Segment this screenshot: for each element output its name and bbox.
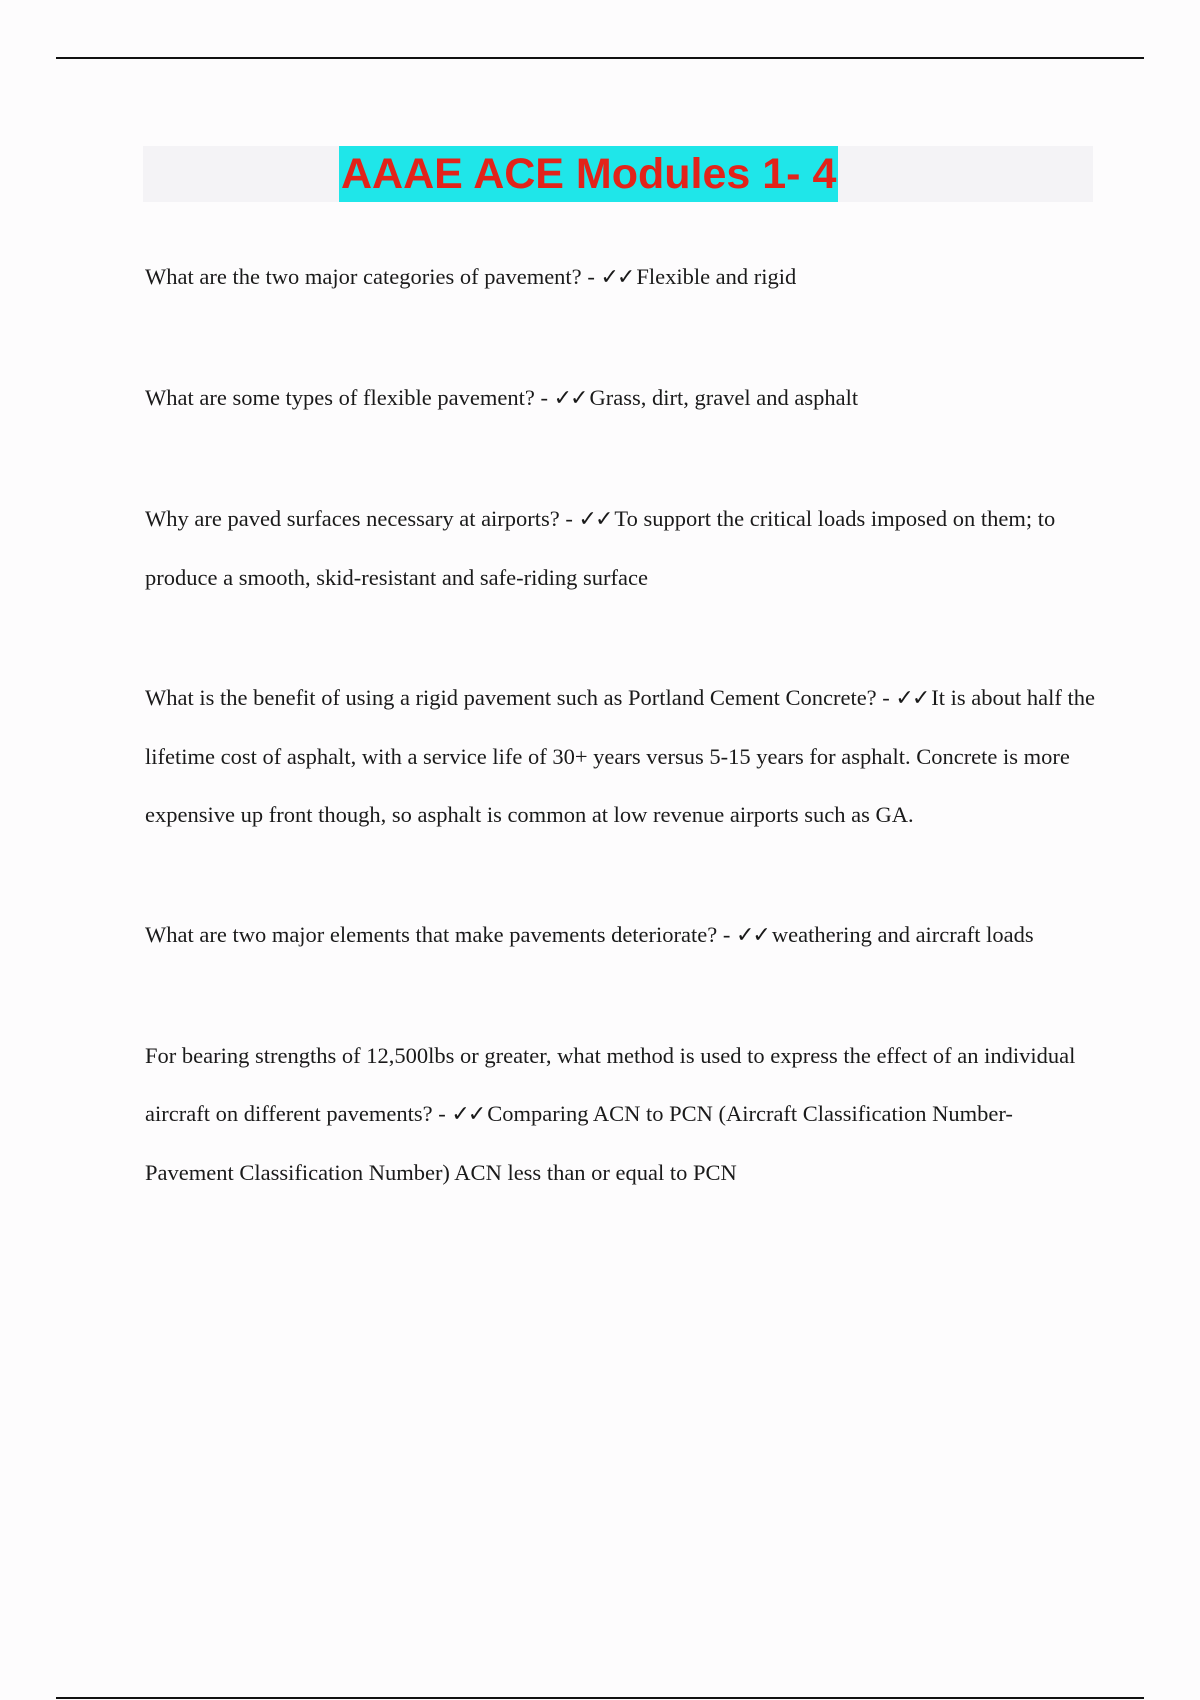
checkmark-icon: ✓✓ [578, 507, 612, 532]
checkmark-icon: ✓✓ [553, 386, 587, 411]
checkmark-icon: ✓✓ [736, 923, 769, 948]
qa-item-3 [145, 490, 1095, 607]
separator: - [581, 264, 601, 289]
qa-item-5 [145, 906, 1095, 965]
question-text: What is the benefit of using a rigid pavement such as Portland Cement Concrete? [145, 685, 877, 710]
document-title: AAAE ACE Modules 1- 4 [341, 149, 837, 198]
top-rule [56, 57, 1144, 59]
answer-text: Flexible and rigid [636, 264, 797, 289]
bottom-rule [56, 1697, 1144, 1699]
answer-text: Grass, dirt, gravel and asphalt [589, 385, 859, 410]
qa-item-4 [145, 669, 1095, 844]
answer-text: It is about half the lifetime cost of asphalt, with a service life of 30+ years versus 5-15 years for asphalt. Concrete is more expensive up front though, so asphalt is common at low revenue airports such as GA. [145, 685, 1096, 827]
question-text: What are the two major categories of pavement? [145, 264, 582, 289]
question-text: Why are paved surfaces necessary at airports? [145, 506, 560, 531]
answer-text: weathering and aircraft loads [771, 922, 1034, 947]
question-text: For bearing strengths of 12,500lbs or greater, what method is used to express the effect of an individual aircraft on different pavements? [145, 1043, 1076, 1126]
separator: - [876, 685, 896, 710]
qa-item-6 [145, 1027, 1095, 1202]
question-text: What are some types of flexible pavement? [145, 385, 535, 410]
checkmark-icon: ✓✓ [600, 265, 634, 290]
title-highlight [339, 146, 838, 202]
qa-item-2 [145, 369, 1095, 428]
checkmark-icon: ✓✓ [895, 686, 929, 711]
qa-list [145, 248, 1095, 1202]
separator: - [534, 385, 554, 410]
separator: - [559, 506, 579, 531]
separator: - [717, 922, 736, 947]
checkmark-icon: ✓✓ [451, 1102, 485, 1127]
qa-item-1 [145, 248, 1095, 307]
separator: - [432, 1101, 452, 1126]
question-text: What are two major elements that make pavements deteriorate? [145, 922, 718, 947]
answer-text: To support the critical loads imposed on them; to produce a smooth, skid-resistant and safe-riding surface [145, 506, 1056, 590]
answer-text: Comparing ACN to PCN (Aircraft Classification Number-Pavement Classification Number) ACN less than or equal to PCN [145, 1101, 1013, 1185]
